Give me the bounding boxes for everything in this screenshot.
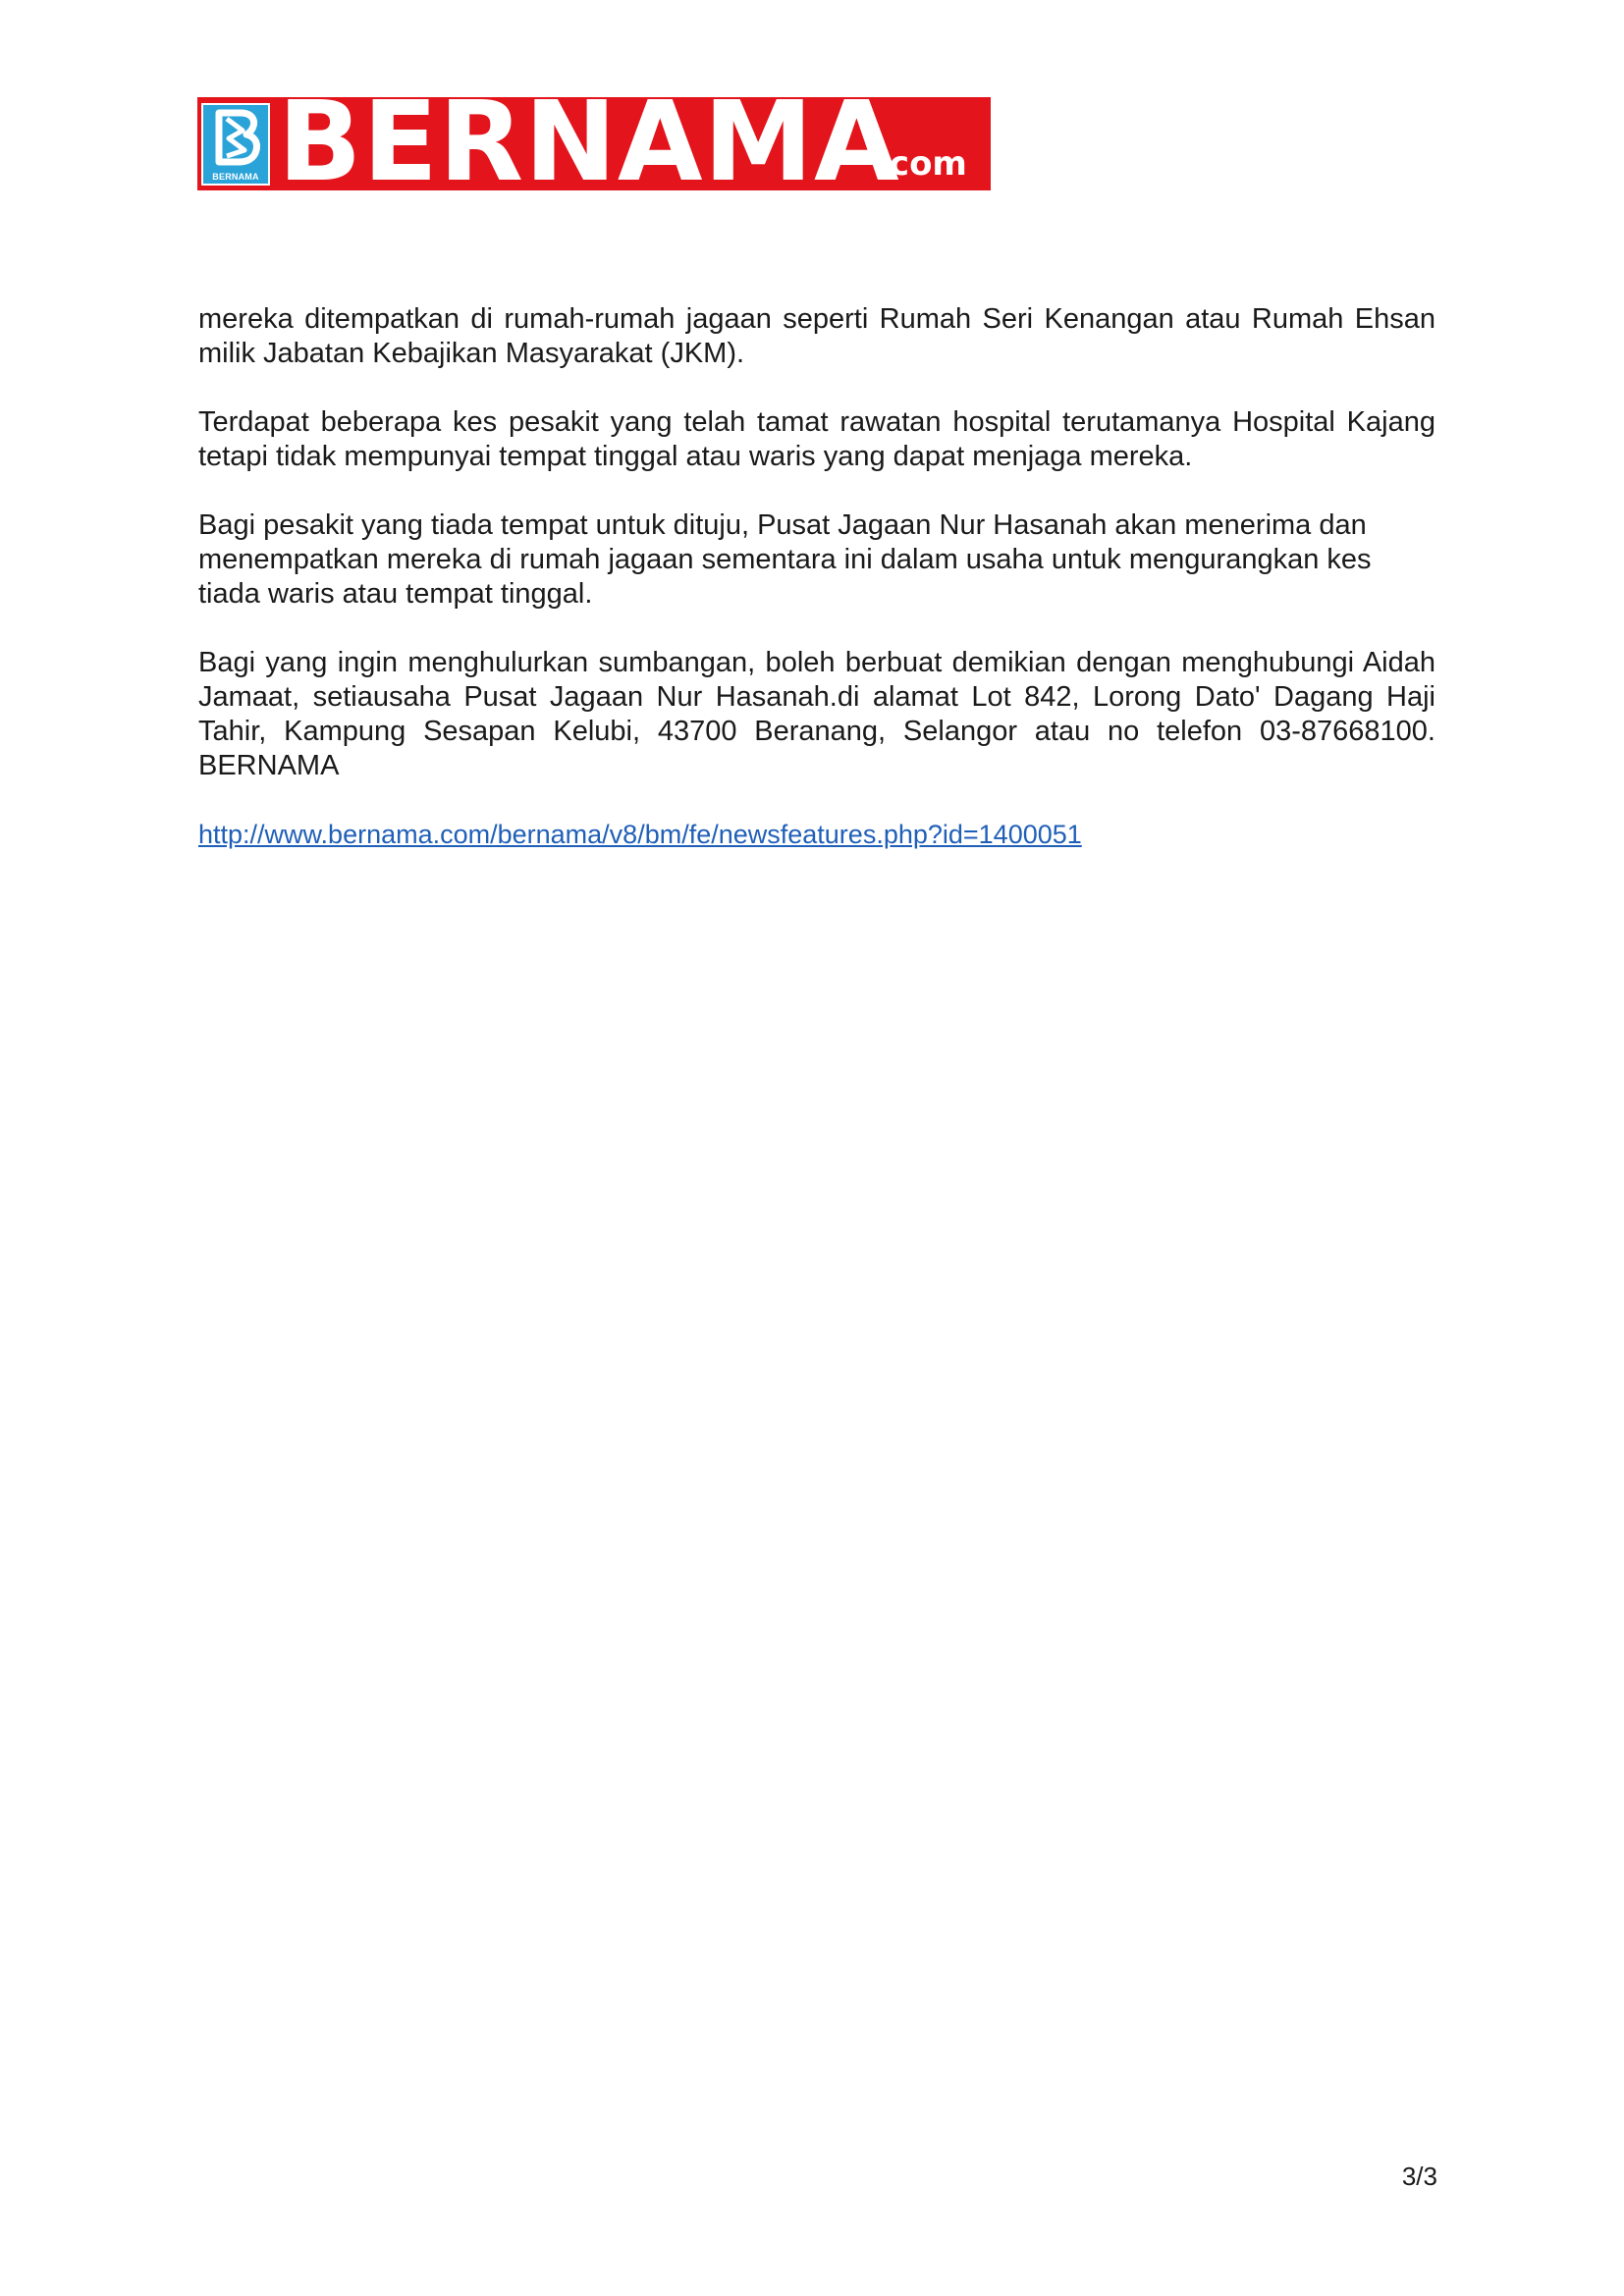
bernama-logo (197, 97, 991, 190)
bernama-b-icon (201, 103, 270, 186)
logo-badge-caption: BERNAMA (212, 172, 259, 182)
page-number: 3/3 (1401, 2162, 1437, 2191)
article-paragraph: Terdapat beberapa kes pesakit yang telah tamat rawatan hospital terutamanya Hospital Kajang tetapi tidak mempunyai tempat tinggal atau waris yang dapat menjaga mereka. (198, 406, 1435, 472)
article-body (198, 302, 1435, 852)
logo-wordmark: BERNAMA (278, 97, 900, 190)
article-paragraph: mereka ditempatkan di rumah-rumah jagaan seperti Rumah Seri Kenangan atau Rumah Ehsan milik Jabatan Kebajikan Masyarakat (JKM). (198, 303, 1435, 369)
article-paragraph: Bagi pesakit yang tiada tempat untuk dituju, Pusat Jagaan Nur Hasanah akan menerima dan menempatkan mereka di rumah jagaan sementara ini dalam usaha untuk mengurangkan kes tiada waris atau tempat tinggal. (198, 509, 1372, 610)
article-paragraph: Bagi yang ingin menghulurkan sumbangan, boleh berbuat demikian dengan menghubungi Aidah Jamaat, setiausaha Pusat Jagaan Nur Hasanah.di alamat Lot 842, Lorong Dato' Dagang Haji Tahir, Kampung Sesapan Kelubi, 43700 Beranang, Selangor atau no telefon 03-87668100. BERNAMA (198, 647, 1435, 781)
logo-domain-suffix: .com (877, 144, 967, 184)
source-url-link[interactable]: http://www.bernama.com/bernama/v8/bm/fe/newsfeatures.php?id=1400051 (198, 820, 1082, 849)
